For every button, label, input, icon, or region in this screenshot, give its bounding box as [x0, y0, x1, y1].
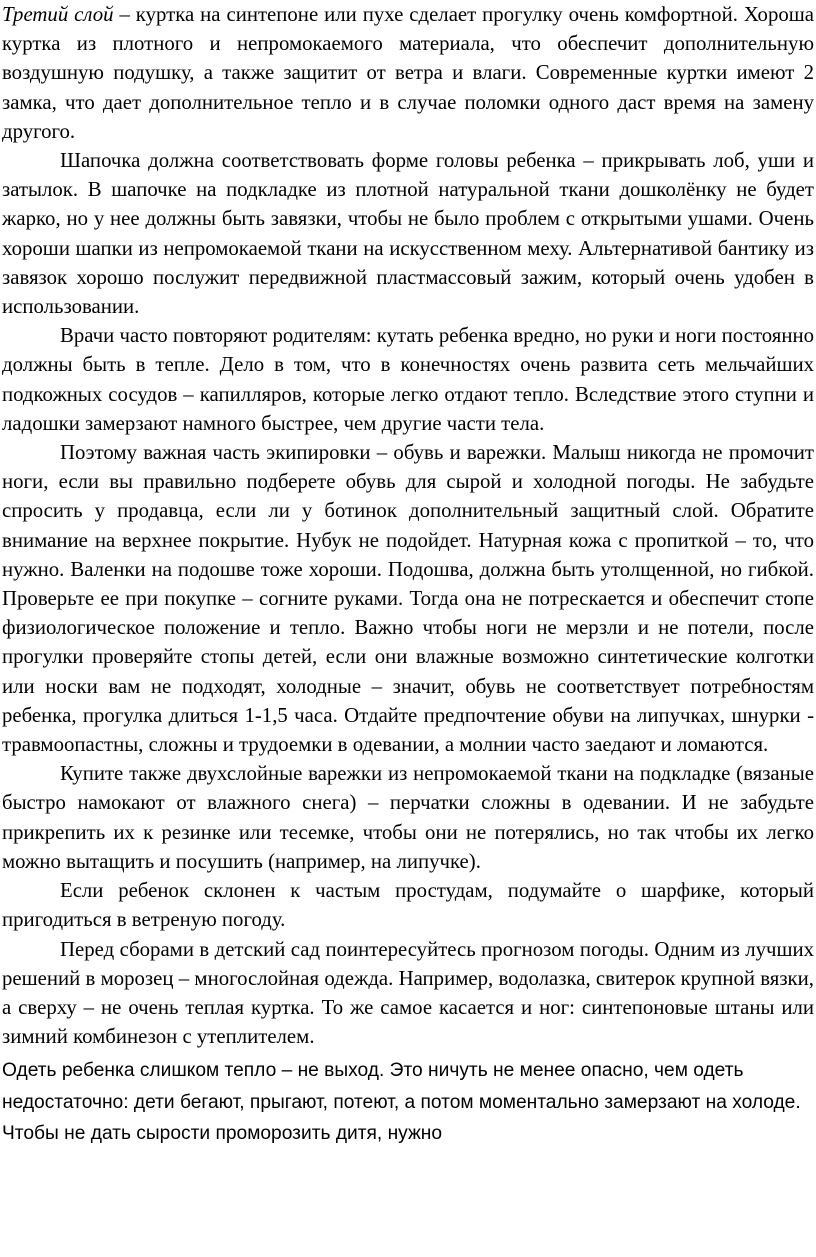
term-third-layer: Третий слой	[2, 3, 114, 26]
paragraph-hat: Шапочка должна соответствовать форме головы ребенка – прикрывать лоб, уши и затылок. В шапочке на подкладке из плотной натуральной ткани дошколёнку не будет жарко, но у нее должны быть завязки, чтобы не было проблем с открытыми ушами. Очень хороши шапки из непромокаемой ткани на искусственном меху. Альтернативой бантику из завязок хорошо послужит передвижной пластмассовый зажим, который очень удобен в использовании.	[2, 149, 814, 319]
paragraph-weather: Перед сборами в детский сад поинтересуйтесь прогнозом погоды. Одним из лучших решений в морозец – многослойная одежда. Например, водолазка, свитерок крупной вязки, а сверху – не очень теплая куртка. То же самое касается и ног: синтепоновые штаны или зимний комбинезон с утеплителем.	[2, 937, 814, 1049]
paragraph-third-layer	[2, 0, 814, 146]
paragraph-mittens: Купите также двухслойные варежки из непромокаемой ткани на подкладке (вязаные быстро намокают от влажного снега) – перчатки сложны в одевании. И не забудьте прикрепить их к резинке или тесемке, чтобы они не потерялись, но так чтобы их легко можно вытащить и посушить (например, на липучке).	[2, 762, 814, 873]
document-page	[2, 0, 814, 1150]
paragraph-doctors: Врачи часто повторяют родителям: кутать ребенка вредно, но руки и ноги постоянно должны быть в тепле. Дело в том, что в конечностях очень развита сеть мельчайших подкожных сосудов – капилляров, которые легко отдают тепло. Вследствие этого ступни и ладошки замерзают намного быстрее, чем другие части тела.	[2, 324, 814, 435]
paragraph-scarf: Если ребенок склонен к частым простудам, подумайте о шарфике, который пригодиться в ветреную погоду.	[2, 879, 814, 932]
paragraph-third-layer-text: – куртка на синтепоне или пухе сделает прогулку очень комфортной. Хороша куртка из плотного и непромокаемого материала, что обеспечит дополнительную воздушную подушку, а также защитит от ветра и влаги. Современные куртки имеют 2 замка, что дает дополнительное тепло и в случае поломки одного даст время на замену другого.	[2, 3, 814, 143]
paragraph-overdressing: Одеть ребенка слишком тепло – не выход. Это ничуть не менее опасно, чем одеть недостаточно: дети бегают, прыгают, потеют, а потом моментально замерзают на холоде. Чтобы не дать сырости проморозить дитя, нужно	[2, 1060, 801, 1145]
paragraph-footwear: Поэтому важная часть экипировки – обувь и варежки. Малыш никогда не промочит ноги, если вы правильно подберете обувь для сырой и холодной погоды. Не забудьте спросить у продавца, если ли у ботинок дополнительный защитный слой. Обратите внимание на верхнее покрытие. Нубук не подойдет. Натурная кожа с пропиткой – то, что нужно. Валенки на подошве тоже хороши. Подошва, должна быть утолщенной, но гибкой. Проверьте ее при покупке – согните руками. Тогда она не потрескается и обеспечит стопе физиологическое положение и тепло. Важно чтобы ноги не мерзли и не потели, после прогулки проверяйте стопы детей, если они влажные возможно синтетические колготки или носки вам не подходят, холодные – значит, обувь не соответствует потребностям ребенка, прогулка длиться 1-1,5 часа. Отдайте предпочтение обуви на липучках, шнурки - травмоопастны, сложны и трудоемки в одевании, а молнии часто заедают и ломаются.	[2, 441, 814, 757]
